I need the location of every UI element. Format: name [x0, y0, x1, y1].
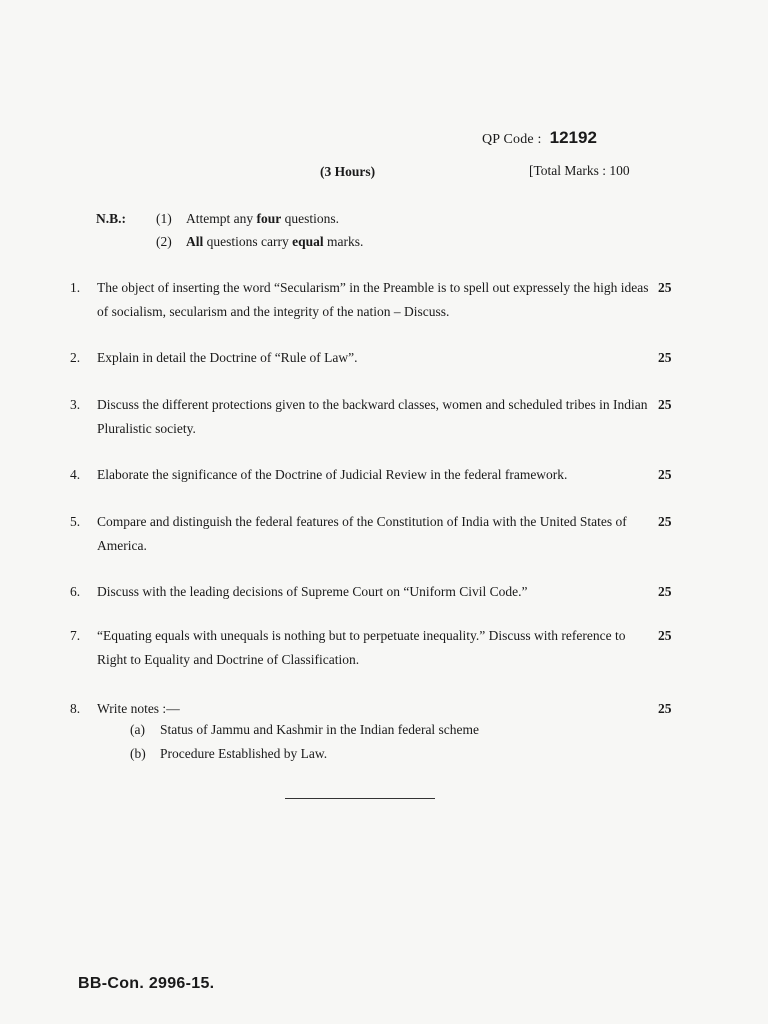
instruction-item: [156, 211, 339, 227]
question-number: 3.: [70, 397, 81, 412]
question-marks: 25: [658, 350, 672, 365]
instruction-item: [156, 234, 363, 250]
instruction-emphasis: All: [186, 234, 204, 249]
instruction-text: questions.: [281, 211, 340, 226]
sub-question-text: Status of Jammu and Kashmir in the Indian federal scheme: [160, 722, 480, 737]
question-number: 6.: [70, 584, 81, 599]
question-number: 8.: [70, 701, 81, 716]
sub-question-item: [130, 718, 479, 742]
qp-code: [482, 128, 597, 148]
question-number: 4.: [70, 467, 81, 482]
question-marks: 25: [658, 280, 672, 295]
question-marks: 25: [658, 467, 672, 482]
exam-duration: (3 Hours): [320, 164, 376, 179]
question-text: The object of inserting the word “Secularism” in the Preamble is to spell out expressely the high ideas of socialism, secularism and the integrity of the nation – Discuss.: [97, 280, 649, 319]
instructions-label: N.B.:: [96, 211, 126, 226]
instruction-text: marks.: [323, 234, 364, 249]
sub-question-label: (b): [130, 746, 146, 761]
question-text: Explain in detail the Doctrine of “Rule of Law”.: [97, 350, 358, 365]
question-marks: 25: [658, 397, 672, 412]
question-item: [70, 697, 680, 767]
qp-code-label: QP Code :: [482, 132, 542, 147]
sub-question-text: Procedure Established by Law.: [160, 746, 328, 761]
question-text: “Equating equals with unequals is nothing but to perpetuate inequality.” Discuss with reference to Right to Equality and Doctrine of Classification.: [97, 628, 626, 667]
question-text: Compare and distinguish the federal features of the Constitution of India with the United States of America.: [97, 514, 627, 553]
sub-question-item: [130, 742, 327, 766]
sub-question-label: (a): [130, 722, 145, 737]
instruction-number: (1): [156, 211, 172, 226]
question-marks: 25: [658, 701, 672, 716]
qp-code-value: 12192: [549, 128, 597, 147]
question-number: 5.: [70, 514, 81, 529]
footer-code: BB-Con. 2996-15.: [78, 975, 215, 992]
question-marks: 25: [658, 584, 672, 599]
instruction-text: Attempt any: [186, 211, 257, 226]
instruction-text: questions carry: [203, 234, 293, 249]
instruction-number: (2): [156, 234, 172, 249]
instruction-emphasis: four: [256, 211, 282, 226]
question-text: Discuss the different protections given to the backward classes, women and scheduled tribes in Indian Pluralistic society.: [97, 397, 648, 436]
question-number: 7.: [70, 628, 81, 643]
end-of-paper-rule: [285, 798, 435, 799]
question-text: Discuss with the leading decisions of Supreme Court on “Uniform Civil Code.”: [97, 584, 528, 599]
question-text: Write notes :—: [97, 701, 180, 716]
question-number: 1.: [70, 280, 81, 295]
question-marks: 25: [658, 628, 672, 643]
question-text: Elaborate the significance of the Doctrine of Judicial Review in the federal framework.: [97, 467, 568, 482]
total-marks: [Total Marks : 100: [529, 163, 630, 178]
question-number: 2.: [70, 350, 81, 365]
instruction-emphasis: equal: [292, 234, 324, 249]
question-marks: 25: [658, 514, 672, 529]
